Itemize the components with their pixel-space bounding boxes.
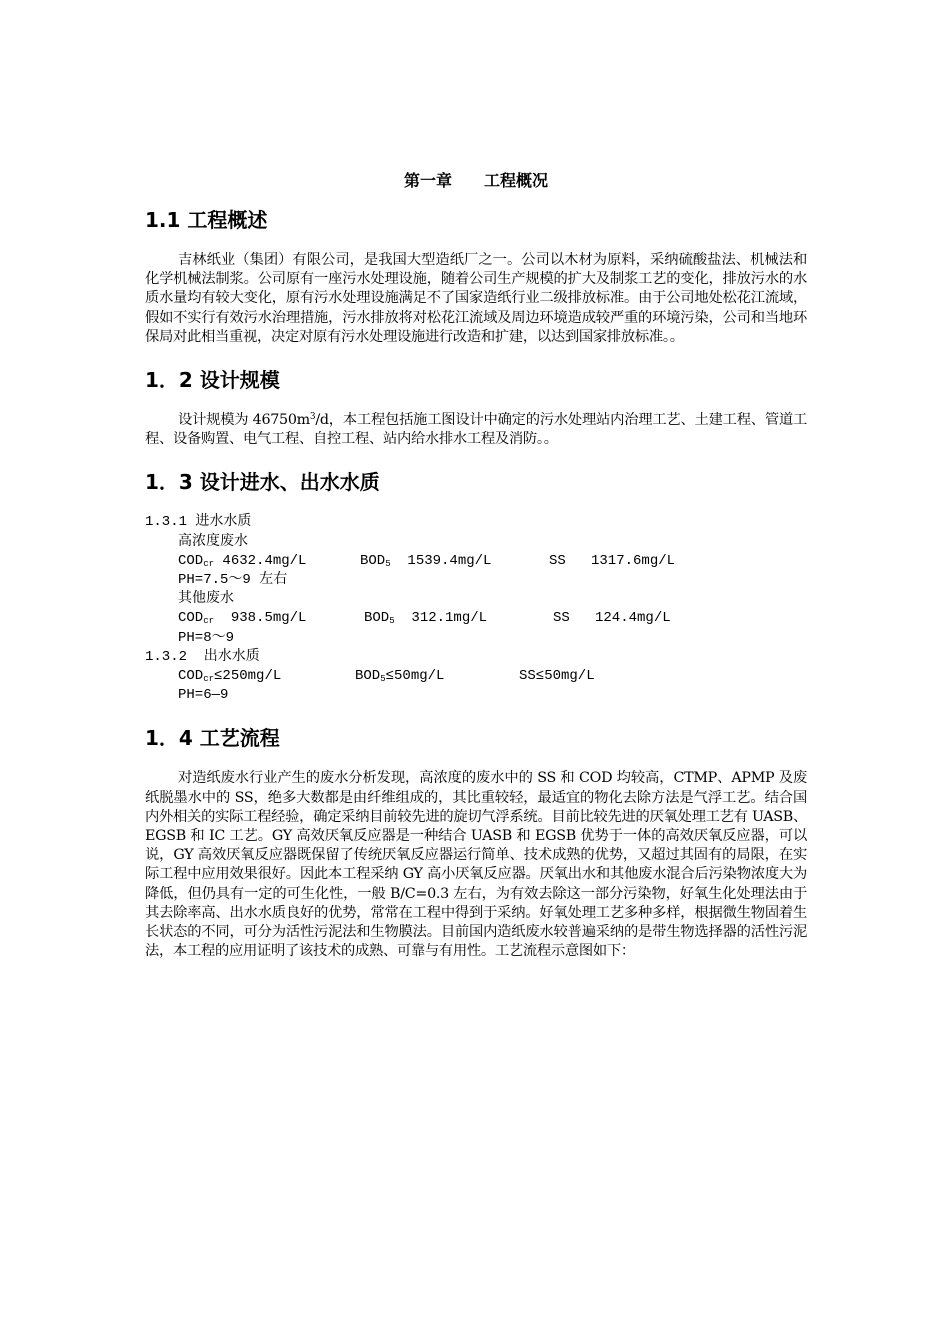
high-cod-value: 4632.4mg/L <box>214 552 307 569</box>
cod-subscript: cr <box>203 558 215 569</box>
other-ss-value: SS 124.4mg/L <box>553 610 671 627</box>
eff-ss-value: SS≤50mg/L <box>519 668 595 685</box>
other-bod-cell <box>364 609 553 628</box>
section-heading-water-quality: 1．3 设计进水、出水水质 <box>145 470 380 495</box>
other-wastewater-values <box>145 609 807 628</box>
high-concentration-label: 高浓度废水 <box>178 533 248 550</box>
high-bod-cell <box>360 552 549 571</box>
section-body-design-scale <box>145 411 807 449</box>
bod-subscript: 5 <box>380 674 386 685</box>
cod-label: COD <box>178 668 204 685</box>
document-page <box>145 168 807 981</box>
cod-subscript: cr <box>203 616 215 627</box>
design-scale-text-post: /d，本工程包括施工图设计中确定的污水处理站内治理工艺、土建工程、管道工程、设备购置、电气工程、自控工程、站内给水排水工程及消防。。 <box>145 412 807 448</box>
bod-label: BOD <box>360 552 386 569</box>
bod-label: BOD <box>364 610 390 627</box>
chapter-title: 第一章 工程概况 <box>403 171 548 190</box>
section-body-overview: 吉林纸业（集团）有限公司，是我国大型造纸厂之一。公司以木材为原料，采纳硫酸盐法、机械法和化学机械法制浆。公司原有一座污水处理设施，随着公司生产规模的扩大及制浆工艺的变化，排放污水的水质水量均有较大变化，原有污水处理设施满足不了国家造纸行业二级排放标准。由于公司地处松花江流域，假如不实行有效污水治理措施，污水排放将对松花江流域及周边环境造成较严重的环境污染，公司和当地环保局对此相当重视，决定对原有污水处理设施进行改造和扩建，以达到国家排放标准。。 <box>145 252 807 345</box>
section-body-process-flow: 对造纸废水行业产生的废水分析发现，高浓度的废水中的 SS 和 COD 均较高，CTMP、APMP 及废纸脱墨水中的 SS，绝多大数都是由纤维组成的，其比重较轻，最适宜的物化去除方法是气浮工艺。结合国内外相关的实际工程经验，确定采纳目前较先进的旋切气浮系统。目前比较先进的厌氧处理工艺有 UASB、EGSB 和 IC 工艺。GY 高效厌氧反应器是一种结合 UASB 和 EGSB 优势于一体的高效厌氧反应器，可以说，GY 高效厌氧反应器既保留了传统厌氧反应器运行简单、技术成熟的优势，又超过其固有的局限，在实际工程中应用效果很好。因此本工程采纳 GY 高小厌氧反应器。厌氧出水和其他废水混合后污染物浓度大为降低，但仍具有一定的可生化性，一般 B/C=0.3 左右，为有效去除这一部分污染物，好氧生化处理法由于其去除率高、出水水质良好的优势，常常在工程中得到于采纳。好氧处理工艺多种多样，根据微生物固着生长状态的不同，可分为活性污泥法和生物膜法。目前国内造纸废水较普遍采纳的是带生物选择器的活性污泥法，本工程的应用证明了该技术的成熟、可靠与有用性。工艺流程示意图如下： <box>145 770 807 960</box>
other-bod-value: 312.1mg/L <box>394 610 488 627</box>
other-cod-value: 938.5mg/L <box>214 610 307 627</box>
bod-label: BOD <box>355 668 381 685</box>
influent-label: 1.3.1 进水水质 <box>145 514 252 531</box>
eff-bod-value: ≤50mg/L <box>385 668 445 685</box>
cod-label: COD <box>178 552 204 569</box>
high-bod-value: 1539.4mg/L <box>390 552 492 569</box>
section-heading-process-flow: 1．4 工艺流程 <box>145 726 280 751</box>
other-wastewater-label: 其他废水 <box>178 591 234 608</box>
cod-label: COD <box>178 610 204 627</box>
design-scale-text-pre: 设计规模为 46750m <box>178 412 310 429</box>
effluent-label: 1.3.2 出水水质 <box>145 648 260 665</box>
cubic-superscript: 3 <box>309 412 316 423</box>
high-concentration-values <box>145 552 807 571</box>
bod-subscript: 5 <box>389 616 395 627</box>
section-heading-design-scale: 1．2 设计规模 <box>145 368 280 393</box>
effluent-values <box>145 667 807 686</box>
eff-cod-cell <box>178 667 355 686</box>
high-concentration-ph: PH=7.5～9 左右 <box>178 572 288 589</box>
high-cod-cell <box>178 552 360 571</box>
eff-cod-value: ≤250mg/L <box>214 668 282 685</box>
bod-subscript: 5 <box>385 558 391 569</box>
section-heading-overview: 1.1 工程概述 <box>145 208 268 232</box>
eff-bod-cell <box>355 667 519 686</box>
effluent-ph: PH=6—9 <box>178 687 229 704</box>
other-cod-cell <box>178 609 364 628</box>
high-ss-value: SS 1317.6mg/L <box>549 552 676 569</box>
other-wastewater-ph: PH=8～9 <box>178 629 235 646</box>
water-quality-block <box>145 513 807 705</box>
cod-subscript: cr <box>203 674 215 685</box>
